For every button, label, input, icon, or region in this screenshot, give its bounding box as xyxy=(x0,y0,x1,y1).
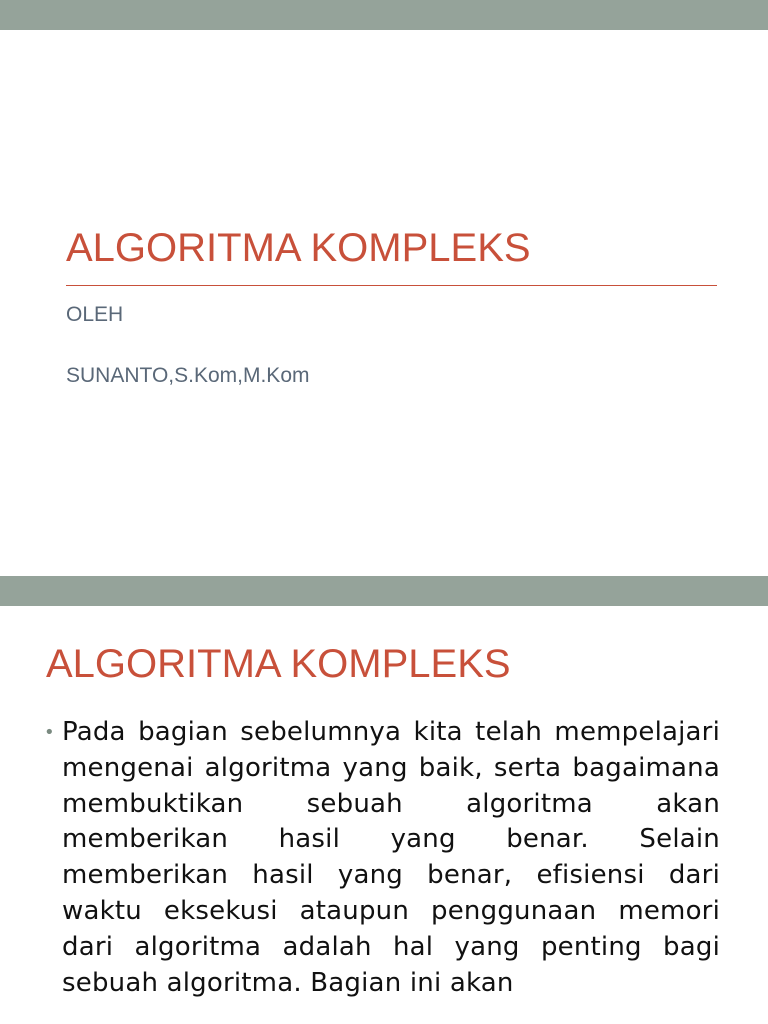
slide1-title-divider xyxy=(66,285,717,286)
slide1-title: ALGORITMA KOMPLEKS xyxy=(66,226,531,270)
slide1-subtitle-oleh: OLEH xyxy=(66,303,124,326)
bullet-icon: • xyxy=(44,722,55,743)
slide1-author-name: SUNANTO,S.Kom,M.Kom xyxy=(66,364,310,387)
slide2-bullet-text: Pada bagian sebelumnya kita telah mempelajari mengenai algoritma yang baik, serta bagaimana membuktikan sebuah algoritma akan memberikan hasil yang benar. Selain memberikan hasil yang benar, efisiensi dari waktu eksekusi ataupun penggunaan memori dari algoritma adalah hal yang penting bagi sebuah algoritma. Bagian ini akan xyxy=(62,717,720,998)
slide2-bullet-item xyxy=(44,715,720,1001)
slide2-title: ALGORITMA KOMPLEKS xyxy=(46,642,511,686)
slide1-top-band xyxy=(0,0,768,30)
slide2-top-band xyxy=(0,576,768,606)
